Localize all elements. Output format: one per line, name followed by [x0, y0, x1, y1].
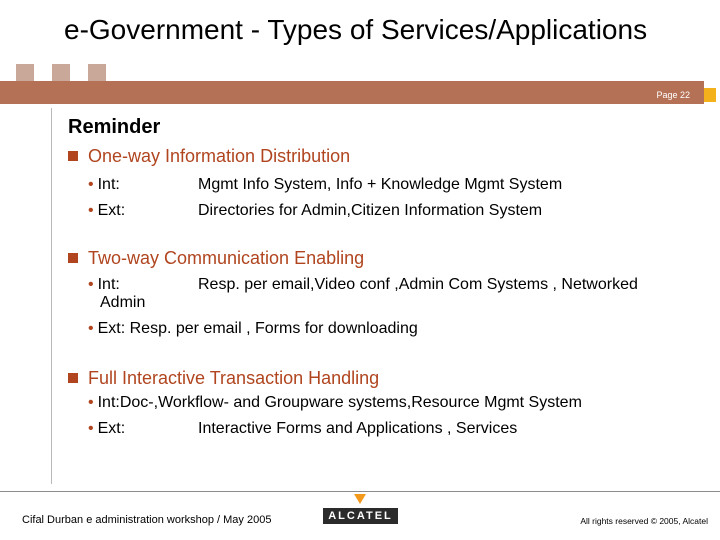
section-title-text: One-way Information Distribution — [88, 146, 351, 166]
slide-title: e-Government - Types of Services/Applications — [64, 14, 648, 45]
footer-divider — [0, 491, 720, 492]
section-title — [68, 146, 350, 167]
list-item — [88, 176, 120, 194]
item-label: Int: — [97, 276, 120, 293]
alcatel-logo: ALCATEL — [323, 508, 398, 524]
item-text: Interactive Forms and Applications , Services — [198, 420, 518, 437]
item-label: Int: — [97, 176, 120, 193]
bullet-dot-icon: • — [88, 276, 94, 293]
bullet-dot-icon: • — [88, 202, 94, 219]
item-text: Directories for Admin,Citizen Information System — [198, 202, 543, 219]
list-item — [88, 276, 120, 294]
triangle-marker-icon — [354, 494, 366, 504]
header-bar — [0, 81, 704, 104]
decor-square — [52, 64, 70, 82]
left-divider — [51, 108, 52, 484]
list-item — [88, 320, 418, 338]
item-label: Ext: — [97, 420, 126, 437]
page-marker — [704, 88, 716, 102]
decor-square — [16, 64, 34, 82]
decor-square — [88, 64, 106, 82]
bullet-dot-icon: • — [88, 320, 94, 337]
section-title — [68, 248, 364, 269]
slide-heading: Reminder — [68, 116, 161, 138]
item-text: Resp. per email,Video conf ,Admin Com Systems , Networked — [198, 276, 638, 293]
section-title — [68, 368, 379, 389]
list-item — [88, 202, 125, 220]
list-item — [88, 394, 582, 412]
list-item — [88, 420, 125, 438]
section-title-text: Two-way Communication Enabling — [88, 248, 365, 268]
section-title-text: Full Interactive Transaction Handling — [88, 368, 380, 388]
bullet-dot-icon: • — [88, 394, 94, 411]
bullet-dot-icon: • — [88, 420, 94, 437]
footer-copyright: All rights reserved © 2005, Alcatel — [580, 516, 708, 526]
square-bullet-icon — [68, 373, 78, 383]
footer-event-text: Cifal Durban e administration workshop / May 2005 — [22, 514, 272, 526]
item-label: Ext: — [97, 202, 126, 219]
item-line: Ext: Resp. per email , Forms for downloading — [97, 320, 418, 337]
bullet-dot-icon: • — [88, 176, 94, 193]
square-bullet-icon — [68, 253, 78, 263]
page-number: Page 22 — [656, 90, 690, 100]
item-continuation: Admin — [100, 294, 146, 311]
item-line: Int:Doc-,Workflow- and Groupware systems,Resource Mgmt System — [97, 394, 582, 411]
item-text: Mgmt Info System, Info + Knowledge Mgmt System — [198, 176, 563, 193]
square-bullet-icon — [68, 151, 78, 161]
